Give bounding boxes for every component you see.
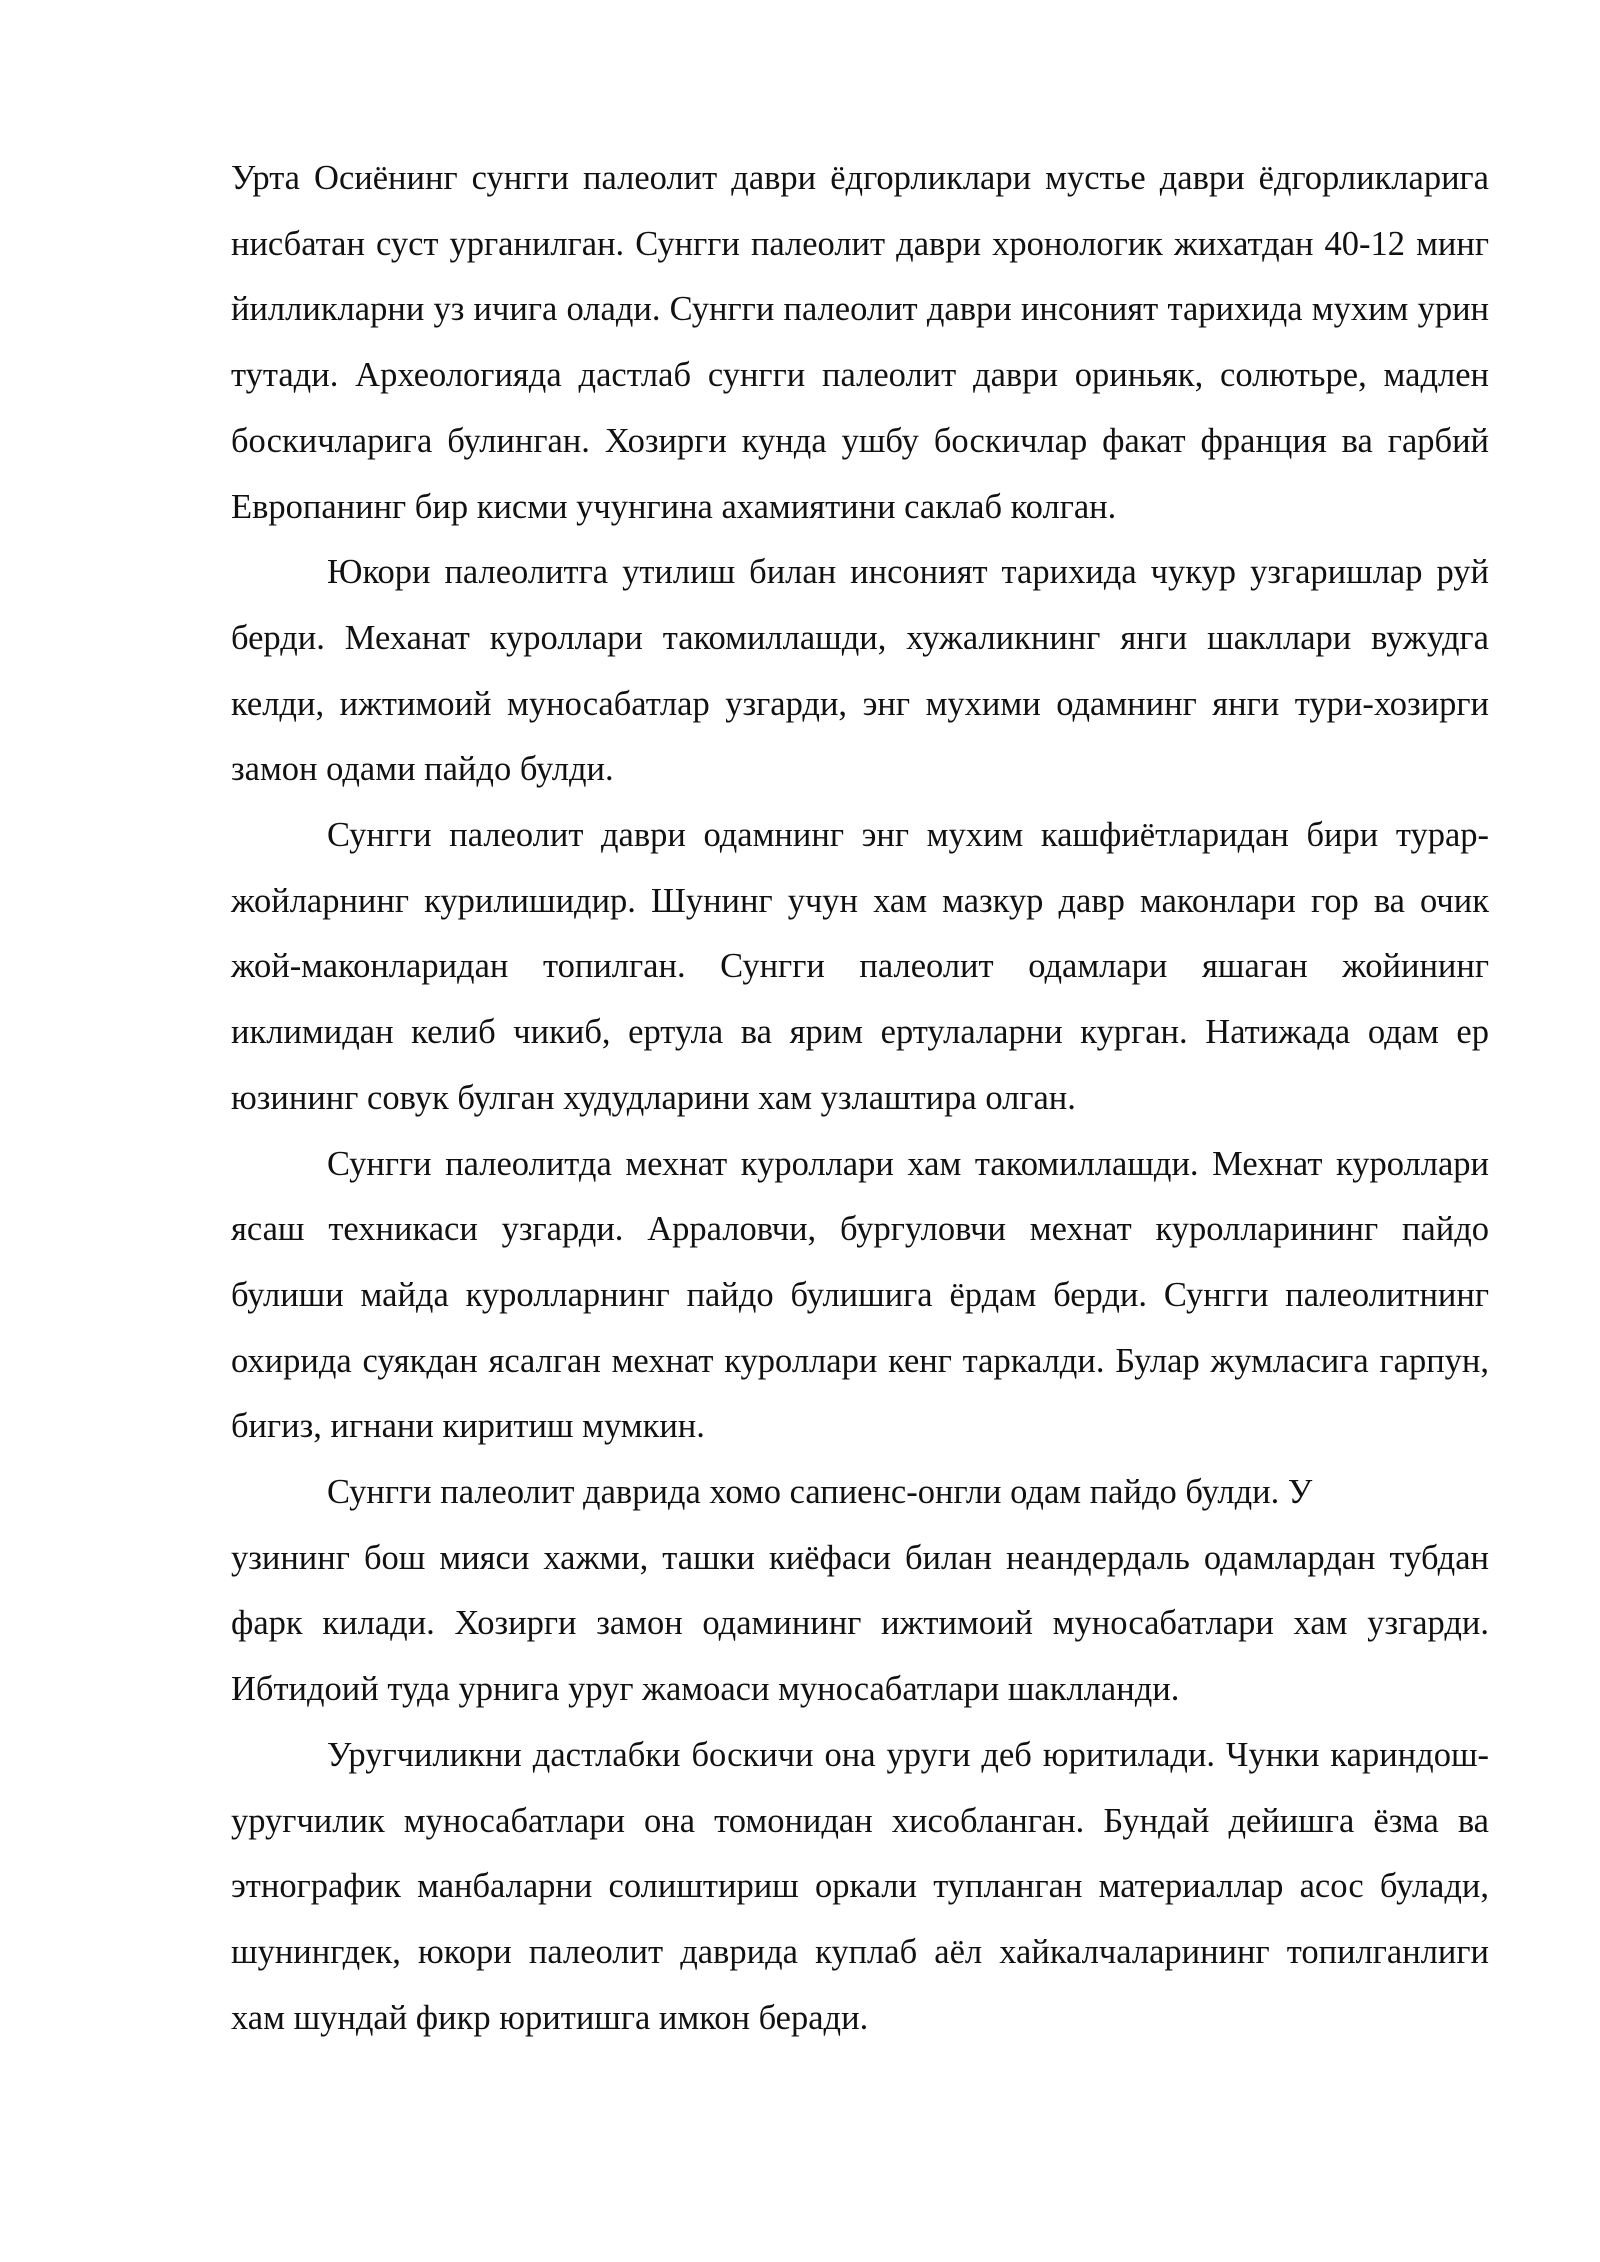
paragraph-5-rest: узининг бош мияси хажми, ташки киёфаси билан неандердаль одамлардан тубдан фарк килади. Хозирги замон одамининг ижтимоий муносабатлари хам узгарди. Ибтидоий туда урнига уруг жамоаси муносабатлари шаклланди. xyxy=(231,1538,1489,1709)
paragraph-5 xyxy=(231,1460,1489,1723)
paragraph-5-first-line: Сунгги палеолит даврида хомо сапиенс-онгли одам пайдо булди. У xyxy=(327,1473,1313,1512)
document-body xyxy=(231,146,1489,2051)
paragraph-6: Уругчиликни дастлабки боскичи она уруги деб юритилади. Чунки кариндош-уругчилик муносабатлари она томонидан хисобланган. Бундай дейишга ёзма ва этнографик манбаларни солиштириш оркали тупланган материаллар асос булади, шунингдек, юкори палеолит даврида куплаб аёл хайкалчаларининг топилганлиги хам шундай фикр юритишга имкон беради. xyxy=(231,1735,1489,2037)
paragraph-4: Сунгги палеолитда мехнат куроллари хам такомиллашди. Мехнат куроллари ясаш техникаси узгарди. Арраловчи, бургуловчи мехнат куролларининг пайдо булиши майда куролларнинг пайдо булишига ёрдам берди. Сунгги палеолитнинг охирида суякдан ясалган мехнат куроллари кенг таркалди. Булар жумласига гарпун, бигиз, игнани киритиш мумкин. xyxy=(231,1144,1489,1446)
paragraph-1: Урта Осиёнинг сунгги палеолит даври ёдгорликлари мустье даври ёдгорликларига нисбатан суст урганилган. Сунгги палеолит даври хронологик жихатдан 40-12 минг йилликларни уз ичига олади. Сунгги палеолит даври инсоният тарихида мухим урин тутади. Археологияда дастлаб сунгги палеолит даври ориньяк, солютьре, мадлен боскичларига булинган. Хозирги кунда ушбу боскичлар факат франция ва гарбий Европанинг бир кисми учунгина ахамиятини саклаб колган. xyxy=(231,159,1489,526)
paragraph-3: Сунгги палеолит даври одамнинг энг мухим кашфиётларидан бири турар-жойларнинг курилишидир. Шунинг учун хам мазкур давр маконлари гор ва очик жой-маконларидан топилган. Сунгги палеолит одамлари яшаган жойининг иклимидан келиб чикиб, ертула ва ярим ертулаларни курган. Натижада одам ер юзининг совук булган худудларини хам узлаштира олган. xyxy=(231,816,1489,1117)
paragraph-2: Юкори палеолитга утилиш билан инсоният тарихида чукур узгаришлар руй берди. Механат куроллари такомиллашди, хужаликнинг янги шакллари вужудга келди, ижтимоий муносабатлар узгарди, энг мухими одамнинг янги тури-хозирги замон одами пайдо булди. xyxy=(231,553,1489,789)
